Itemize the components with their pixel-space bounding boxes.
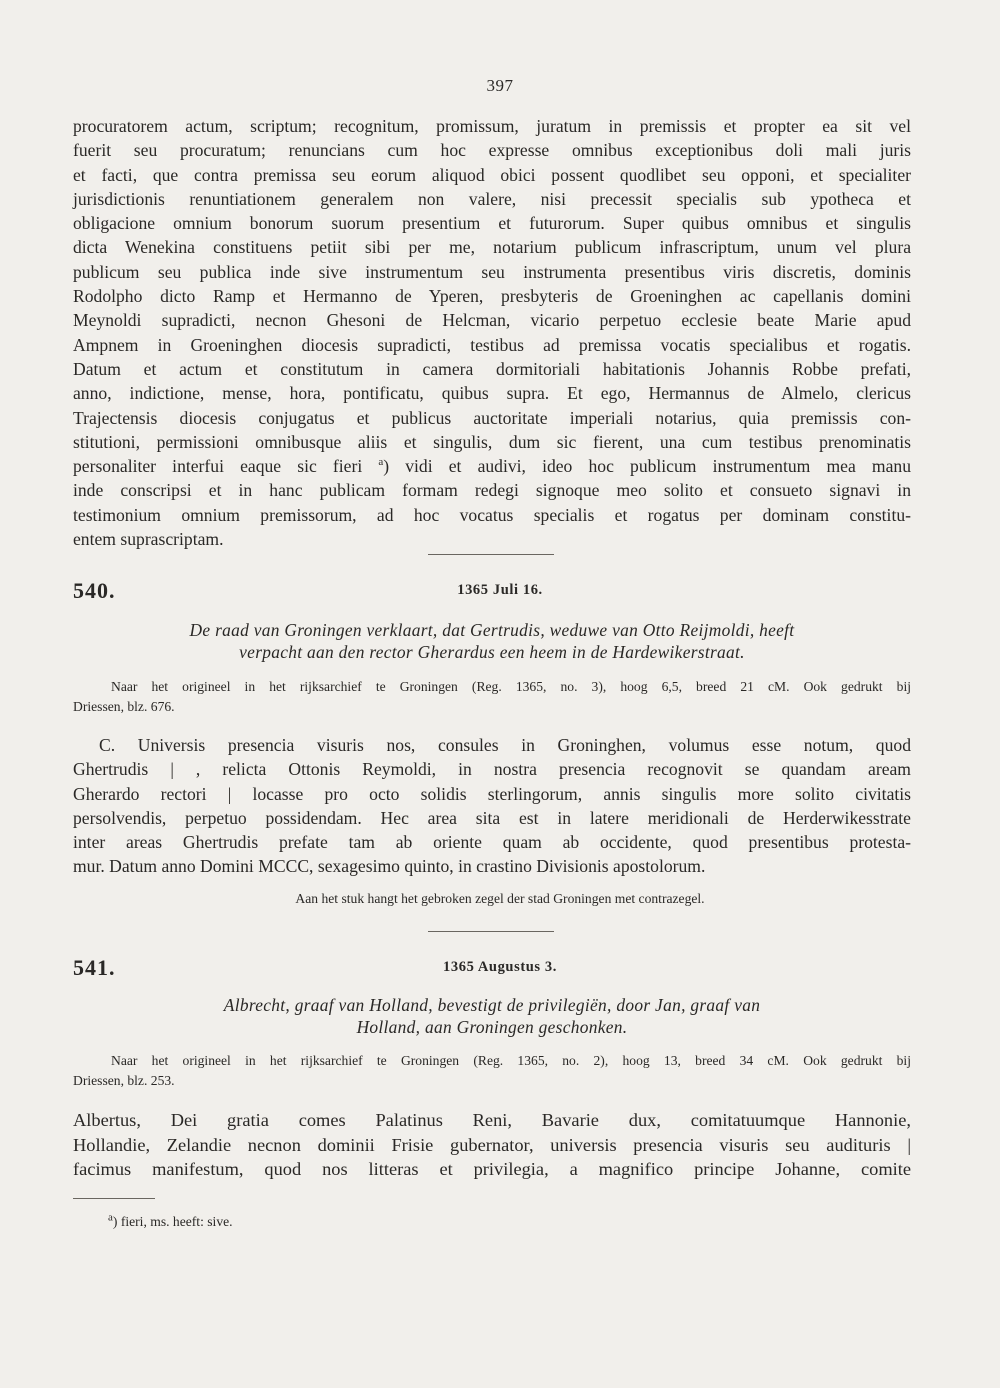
note-line: Driessen, blz. 676. bbox=[73, 699, 175, 714]
intro-line: inde conscripsi et in hanc publicam formam redegi signoque meo solito et consueto signavi in bbox=[73, 480, 911, 501]
footnote-marker: a bbox=[108, 1211, 113, 1224]
summary-line: Albrecht, graaf van Holland, bevestigt de privilegiën, door Jan, graaf van bbox=[223, 995, 761, 1015]
intro-paragraph bbox=[73, 114, 911, 551]
intro-line: fuerit seu procuratum; renuncians cum hoc expresse omnibus exceptionibus doli mali juris bbox=[73, 140, 911, 161]
charter-summary bbox=[73, 994, 911, 1038]
footnote bbox=[108, 1211, 233, 1230]
note-line: Naar het origineel in het rijksarchief te Groningen (Reg. 1365, no. 3), hoog 6,5, breed 21 cM. Ook gedrukt bij bbox=[111, 679, 911, 694]
charter-text-line: persolvendis, perpetuo possidendam. Hec area sita est in latere meridionali de Herderwikesstrate bbox=[73, 807, 911, 828]
intro-line: et facti, que contra premissa seu eorum aliquod obici possent quodlibet seu opponi, et specialiter bbox=[73, 164, 911, 185]
source-note bbox=[73, 1051, 911, 1091]
charter-text-line: Gherardo rectori | locasse pro octo solidis sterlingorum, annis singulis more solito civitatis bbox=[73, 783, 911, 804]
intro-line: procuratorem actum, scriptum; recognitum, promissum, juratum in premissis et propter ea sit vel bbox=[73, 116, 911, 136]
charter-text-line: Ghertrudis | , relicta Ottonis Reymoldi, in nostra presencia recognovit se quandam aream bbox=[73, 759, 911, 780]
charter-summary bbox=[73, 619, 911, 663]
intro-line: entem suprascriptam. bbox=[73, 529, 224, 550]
charter-text-line: C. Universis presencia visuris nos, consules in Groninghen, volumus esse notum, quod bbox=[99, 735, 911, 755]
intro-line-end: ) vidi et audivi, ideo hoc publicum instrumentum mea manu bbox=[383, 456, 911, 477]
charter-text bbox=[73, 1108, 911, 1182]
intro-line: anno, indictione, mense, hora, pontificatu, quibus supra. Et ego, Hermannus de Almelo, clericus bbox=[73, 383, 911, 404]
intro-line: stitutioni, permissioni omnibusque aliis et singulis, dum sic fierent, una cum testibus prenominatis bbox=[73, 431, 911, 452]
intro-line: publicum seu publica inde sive instrumentum seu instrumenta presentibus viris discretis, dominis bbox=[73, 261, 911, 282]
intro-line: Trajectensis diocesis conjugatus et publicus auctoritate imperiali notarius, quia premissis con- bbox=[73, 407, 911, 428]
intro-line: Datum et actum et constitutum in camera dormitoriali habitationis Johannis Robbe prefati, bbox=[73, 358, 911, 379]
page-number: 397 bbox=[486, 76, 514, 95]
footnote-marker: a bbox=[378, 456, 384, 469]
section-divider bbox=[428, 931, 554, 932]
intro-line-with-footnote bbox=[73, 454, 911, 478]
charter-text-line: mur. Datum anno Domini MCCC, sexagesimo quinto, in crastino Divisionis apostolorum. bbox=[73, 856, 706, 877]
section-divider bbox=[428, 554, 554, 555]
intro-line: Meynoldi supradicti, necnon Ghesoni de Helcman, vicario perpetuo ecclesie beate Marie apud bbox=[73, 310, 911, 331]
note-line: Driessen, blz. 253. bbox=[73, 1073, 175, 1088]
charter-text-line: facimus manifestum, quod nos litteras et privilegia, a magnifico principe Johanne, comite bbox=[73, 1159, 911, 1179]
charter-number: 540. bbox=[73, 578, 116, 603]
intro-line: testimonium omnium premissorum, ad hoc vocatus specialis et rogatus per dominam constitu- bbox=[73, 504, 911, 525]
intro-line: Rodolpho dicto Ramp et Hermanno de Yperen, presbyteris de Groeninghen ac capellanis domini bbox=[73, 286, 911, 307]
charter-date: 1365 Juli 16. bbox=[457, 582, 543, 598]
source-note bbox=[73, 677, 911, 717]
summary-line: De raad van Groningen verklaart, dat Gertrudis, weduwe van Otto Reijmoldi, heeft bbox=[189, 620, 795, 640]
charter-number: 541. bbox=[73, 955, 116, 980]
footnote-divider bbox=[73, 1198, 155, 1199]
charter-text bbox=[73, 733, 911, 879]
charter-date: 1365 Augustus 3. bbox=[443, 959, 557, 975]
summary-line: verpacht aan den rector Gherardus een heem in de Hardewikerstraat. bbox=[239, 642, 745, 662]
intro-line-start: personaliter interfui eaque sic fieri bbox=[73, 456, 363, 477]
intro-line: jurisdictionis renuntiationem generalem non valere, nisi precessit specialis sub ypotheca et bbox=[73, 188, 911, 209]
charter-text-line: Albertus, Dei gratia comes Palatinus Reni, Bavarie dux, comitatuumque Hannonie, bbox=[73, 1110, 911, 1130]
seal-note: Aan het stuk hangt het gebroken zegel der stad Groningen met contrazegel. bbox=[295, 891, 705, 906]
note-line: Naar het origineel in het rijksarchief te Groningen (Reg. 1365, no. 2), hoog 13, breed 34 cM. Ook gedrukt bij bbox=[111, 1053, 911, 1068]
footnote-text: ) fieri, ms. heeft: sive. bbox=[112, 1214, 233, 1229]
intro-line: Ampnem in Groeninghen diocesis supradicti, testibus ad premissa vocatis specialibus et rogatis. bbox=[73, 334, 911, 355]
intro-line: dicta Wenekina constituens petiit sibi per me, notarium publicum infrascriptum, unum vel plura bbox=[73, 237, 911, 258]
charter-text-line: Hollandie, Zelandie necnon dominii Frisie gubernator, universis presencia visuris seu audituris | bbox=[73, 1134, 911, 1155]
summary-line: Holland, aan Groningen geschonken. bbox=[356, 1017, 628, 1037]
intro-line: obligacione omnium bonorum suorum presentium et futurorum. Super quibus omnibus et singulis bbox=[73, 213, 911, 234]
charter-text-line: inter areas Ghertrudis prefate tam ab oriente quam ab occidente, quod presentibus protesta- bbox=[73, 832, 911, 853]
